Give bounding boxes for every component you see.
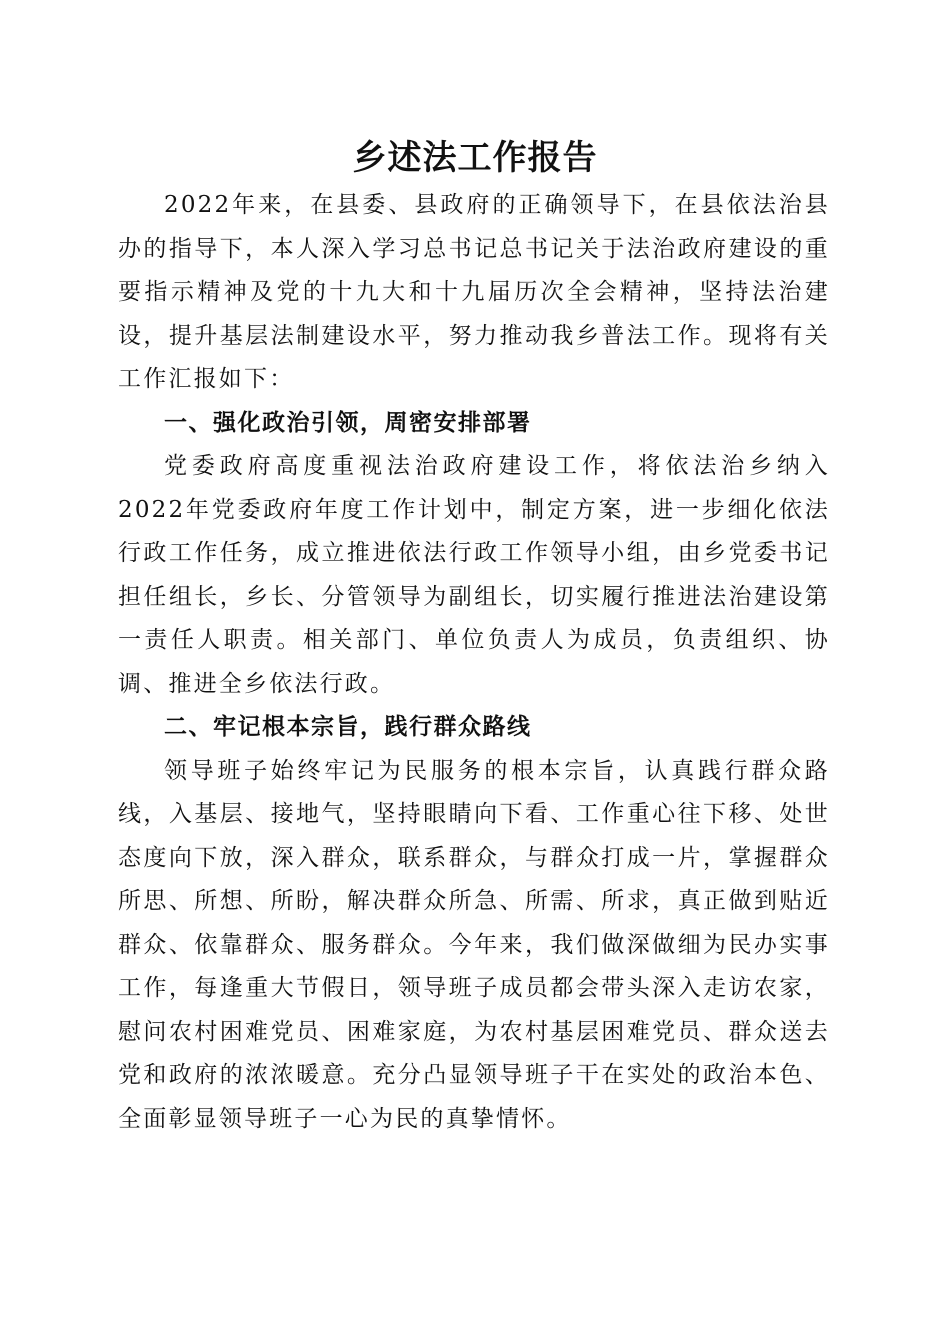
section-2-paragraph: 领导班子始终牢记为民服务的根本宗旨，认真践行群众路线，入基层、接地气，坚持眼睛向下看、工作重心往下移、处世态度向下放，深入群众，联系群众，与群众打成一片，掌握群众所思、所想、所盼，解决群众所急、所需、所求，真正做到贴近群众、依靠群众、服务群众。今年来，我们做深做细为民办实事工作，每逢重大节假日，领导班子成员都会带头深入走访农家，慰问农村困难党员、困难家庭，为农村基层困难党员、群众送去党和政府的浓浓暖意。充分凸显领导班子干在实处的政治本色、全面彰显领导班子一心为民的真挚情怀。 [118,757,830,1132]
section-1-paragraph: 党委政府高度重视法治政府建设工作，将依法治乡纳入2022年党委政府年度工作计划中，制定方案，进一步细化依法行政工作任务，成立推进依法行政工作领导小组，由乡党委书记担任组长，乡长、分管领导为副组长，切实履行推进法治建设第一责任人职责。相关部门、单位负责人为成员，负责组织、协调、推进全乡依法行政。 [118,453,830,697]
intro-paragraph: 2022年来，在县委、县政府的正确领导下，在县依法治县办的指导下，本人深入学习总书记总书记关于法治政府建设的重要指示精神及党的十九大和十九届历次全会精神，坚持法治建设，提升基层法制建设水平，努力推动我乡普法工作。现将有关工作汇报如下： [118,192,830,392]
section-2-heading: 二、牢记根本宗旨，践行群众路线 [164,714,532,740]
document-title: 乡述法工作报告 [352,138,598,178]
document-body [118,184,830,1141]
section-1-heading: 一、强化政治引领，周密安排部署 [164,409,532,436]
